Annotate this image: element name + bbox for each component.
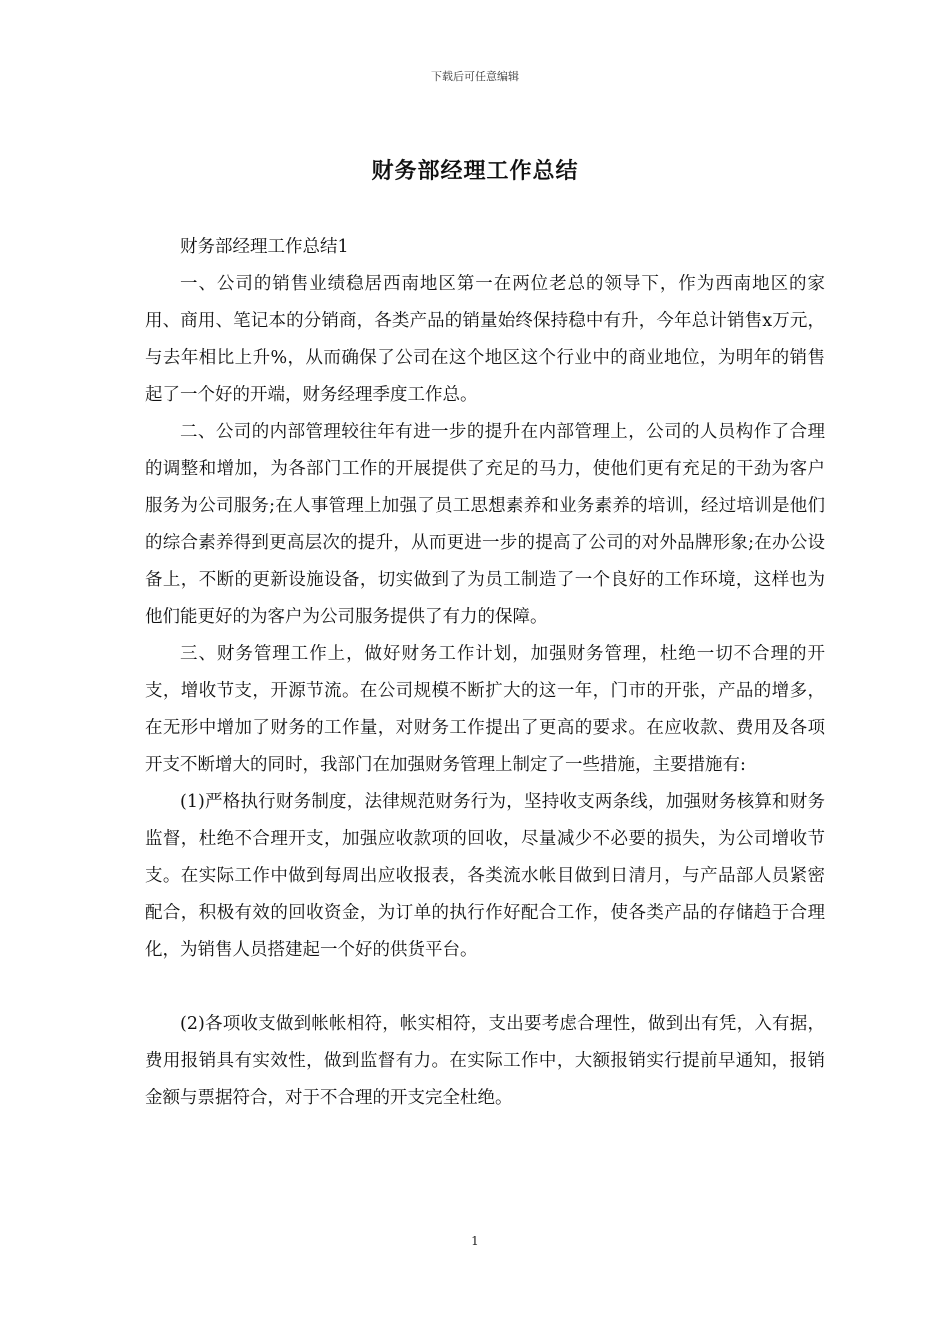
page-number: 1 <box>471 1234 479 1248</box>
paragraph-4: (1)严格执行财务制度，法律规范财务行为，坚持收支两条线，加强财务核算和财务监督，杜绝不合理开支，加强应收款项的回收，尽量减少不必要的损失，为公司增收节支。在实际工作中做到每周出应收报表，各类流水帐目做到日清月，与产品部人员紧密配合，积极有效的回收资金，为订单的执行作好配合工作，使各类产品的存储趋于合理化，为销售人员搭建起一个好的供货平台。 <box>145 792 825 960</box>
paragraph-3: 三、财务管理工作上，做好财务工作计划，加强财务管理，杜绝一切不合理的开支，增收节支，开源节流。在公司规模不断扩大的这一年，门市的开张，产品的增多，在无形中增加了财务的工作量，对财务工作提出了更高的要求。在应收款、费用及各项开支不断增大的同时，我部门在加强财务管理上制定了一些措施，主要措施有: <box>145 644 825 775</box>
document-body <box>145 229 825 1117</box>
page-title: 财务部经理工作总结 <box>371 158 579 184</box>
paragraph-5: (2)各项收支做到帐帐相符，帐实相符，支出要考虑合理性，做到出有凭，入有据，费用报销具有实效性，做到监督有力。在实际工作中，大额报销实行提前早通知，报销金额与票据符合，对于不合理的开支完全杜绝。 <box>145 1014 825 1108</box>
paragraph-1: 一、公司的销售业绩稳居西南地区第一在两位老总的领导下，作为西南地区的家用、商用、笔记本的分销商，各类产品的销量始终保持稳中有升，今年总计销售x万元，与去年相比上升%，从而确保了公司在这个地区这个行业中的商业地位，为明年的销售起了一个好的开端，财务经理季度工作总。 <box>145 274 825 405</box>
header-note: 下载后可任意编辑 <box>431 70 519 83</box>
paragraph-2: 二、公司的内部管理较往年有进一步的提升在内部管理上，公司的人员构作了合理的调整和增加，为各部门工作的开展提供了充足的马力，使他们更有充足的干劲为客户服务为公司服务;在人事管理上加强了员工思想素养和业务素养的培训，经过培训是他们的综合素养得到更高层次的提升，从而更进一步的提高了公司的对外品牌形象;在办公设备上，不断的更新设施设备，切实做到了为员工制造了一个良好的工作环境，这样也为他们能更好的为客户为公司服务提供了有力的保障。 <box>145 422 825 627</box>
section-heading: 财务部经理工作总结1 <box>180 237 349 257</box>
